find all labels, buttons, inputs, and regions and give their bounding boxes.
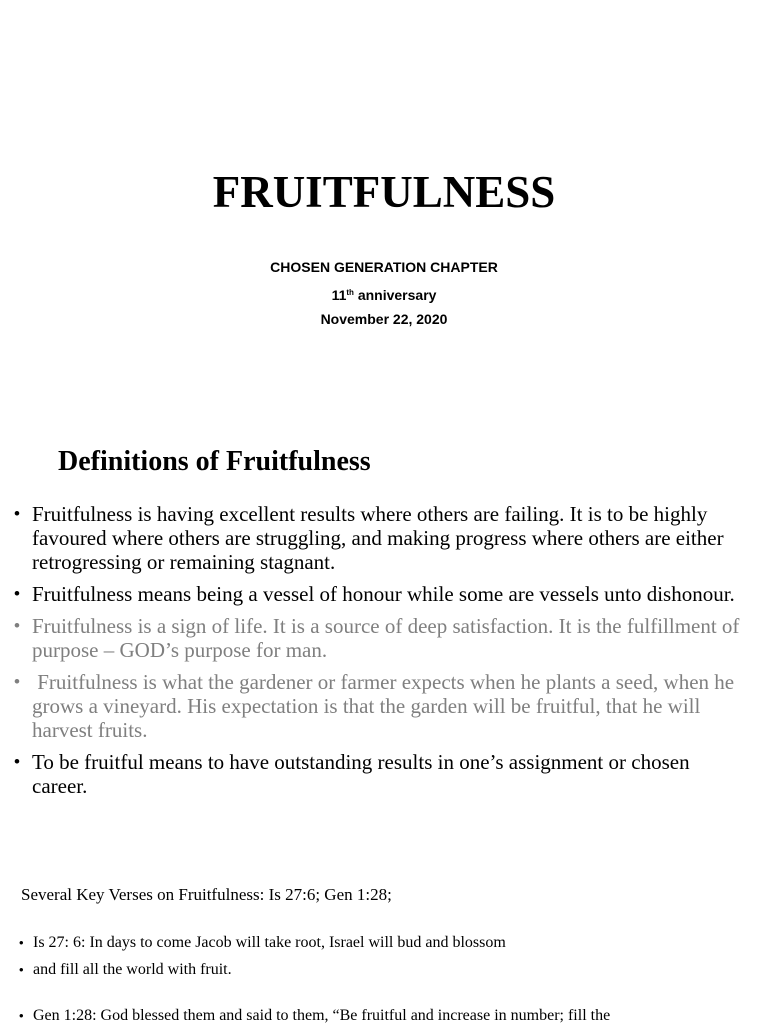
verse-item	[19, 933, 610, 952]
bullet-icon: •	[14, 584, 20, 603]
event-date: November 22, 2020	[320, 311, 448, 327]
verse-item	[19, 1006, 610, 1025]
verse-text: Gen 1:28: God blessed them and said to them, “Be fruitful and increase in number; fill the	[33, 1007, 611, 1024]
definition-text: Fruitfulness is a sign of life. It is a source of deep satisfaction. It is the fulfillment of purpose – GOD’s purpose for man.	[32, 614, 740, 662]
anniversary-line	[0, 284, 768, 304]
chapter-name: CHOSEN GENERATION CHAPTER	[270, 259, 498, 275]
key-verses-heading: Several Key Verses on Fruitfulness: Is 27:6; Gen 1:28;	[21, 885, 392, 904]
bullet-icon: •	[14, 672, 20, 691]
anniversary-number: 11	[331, 287, 347, 303]
anniversary-suffix: th	[346, 288, 354, 297]
definition-text: Fruitfulness is what the gardener or farmer expects when he plants a seed, when he grows a vineyard. His expectation is that the garden will be fruitful, that he will harvest fruits.	[32, 670, 740, 742]
bullet-icon: •	[14, 752, 20, 771]
definition-text: Fruitfulness is having excellent results where others are failing. It is to be highly favoured where others are struggling, and making progress where others are either retrogressing or remaining stagnant.	[32, 502, 724, 574]
definition-text: To be fruitful means to have outstanding results in one’s assignment or chosen career.	[32, 750, 690, 798]
definition-item	[14, 750, 750, 798]
verse-item	[19, 960, 610, 979]
definition-item	[14, 670, 750, 742]
bullet-icon: •	[19, 962, 24, 977]
bullet-icon: •	[14, 504, 20, 523]
key-verses-list	[19, 933, 610, 1033]
verse-text: and fill all the world with fruit.	[33, 961, 232, 978]
anniversary-text: anniversary	[353, 287, 437, 303]
definitions-list	[14, 502, 750, 806]
page-title: FRUITFULNESS	[212, 167, 556, 217]
bullet-icon: •	[19, 935, 24, 950]
definition-item	[14, 582, 750, 606]
definition-item	[14, 502, 750, 574]
verse-text: Is 27: 6: In days to come Jacob will take root, Israel will bud and blossom	[33, 934, 506, 951]
bullet-icon: •	[19, 1008, 24, 1023]
definition-text: Fruitfulness means being a vessel of honour while some are vessels unto dishonour.	[32, 582, 735, 606]
bullet-icon: •	[14, 616, 20, 635]
definition-item	[14, 614, 750, 662]
definitions-heading: Definitions of Fruitfulness	[58, 446, 371, 477]
